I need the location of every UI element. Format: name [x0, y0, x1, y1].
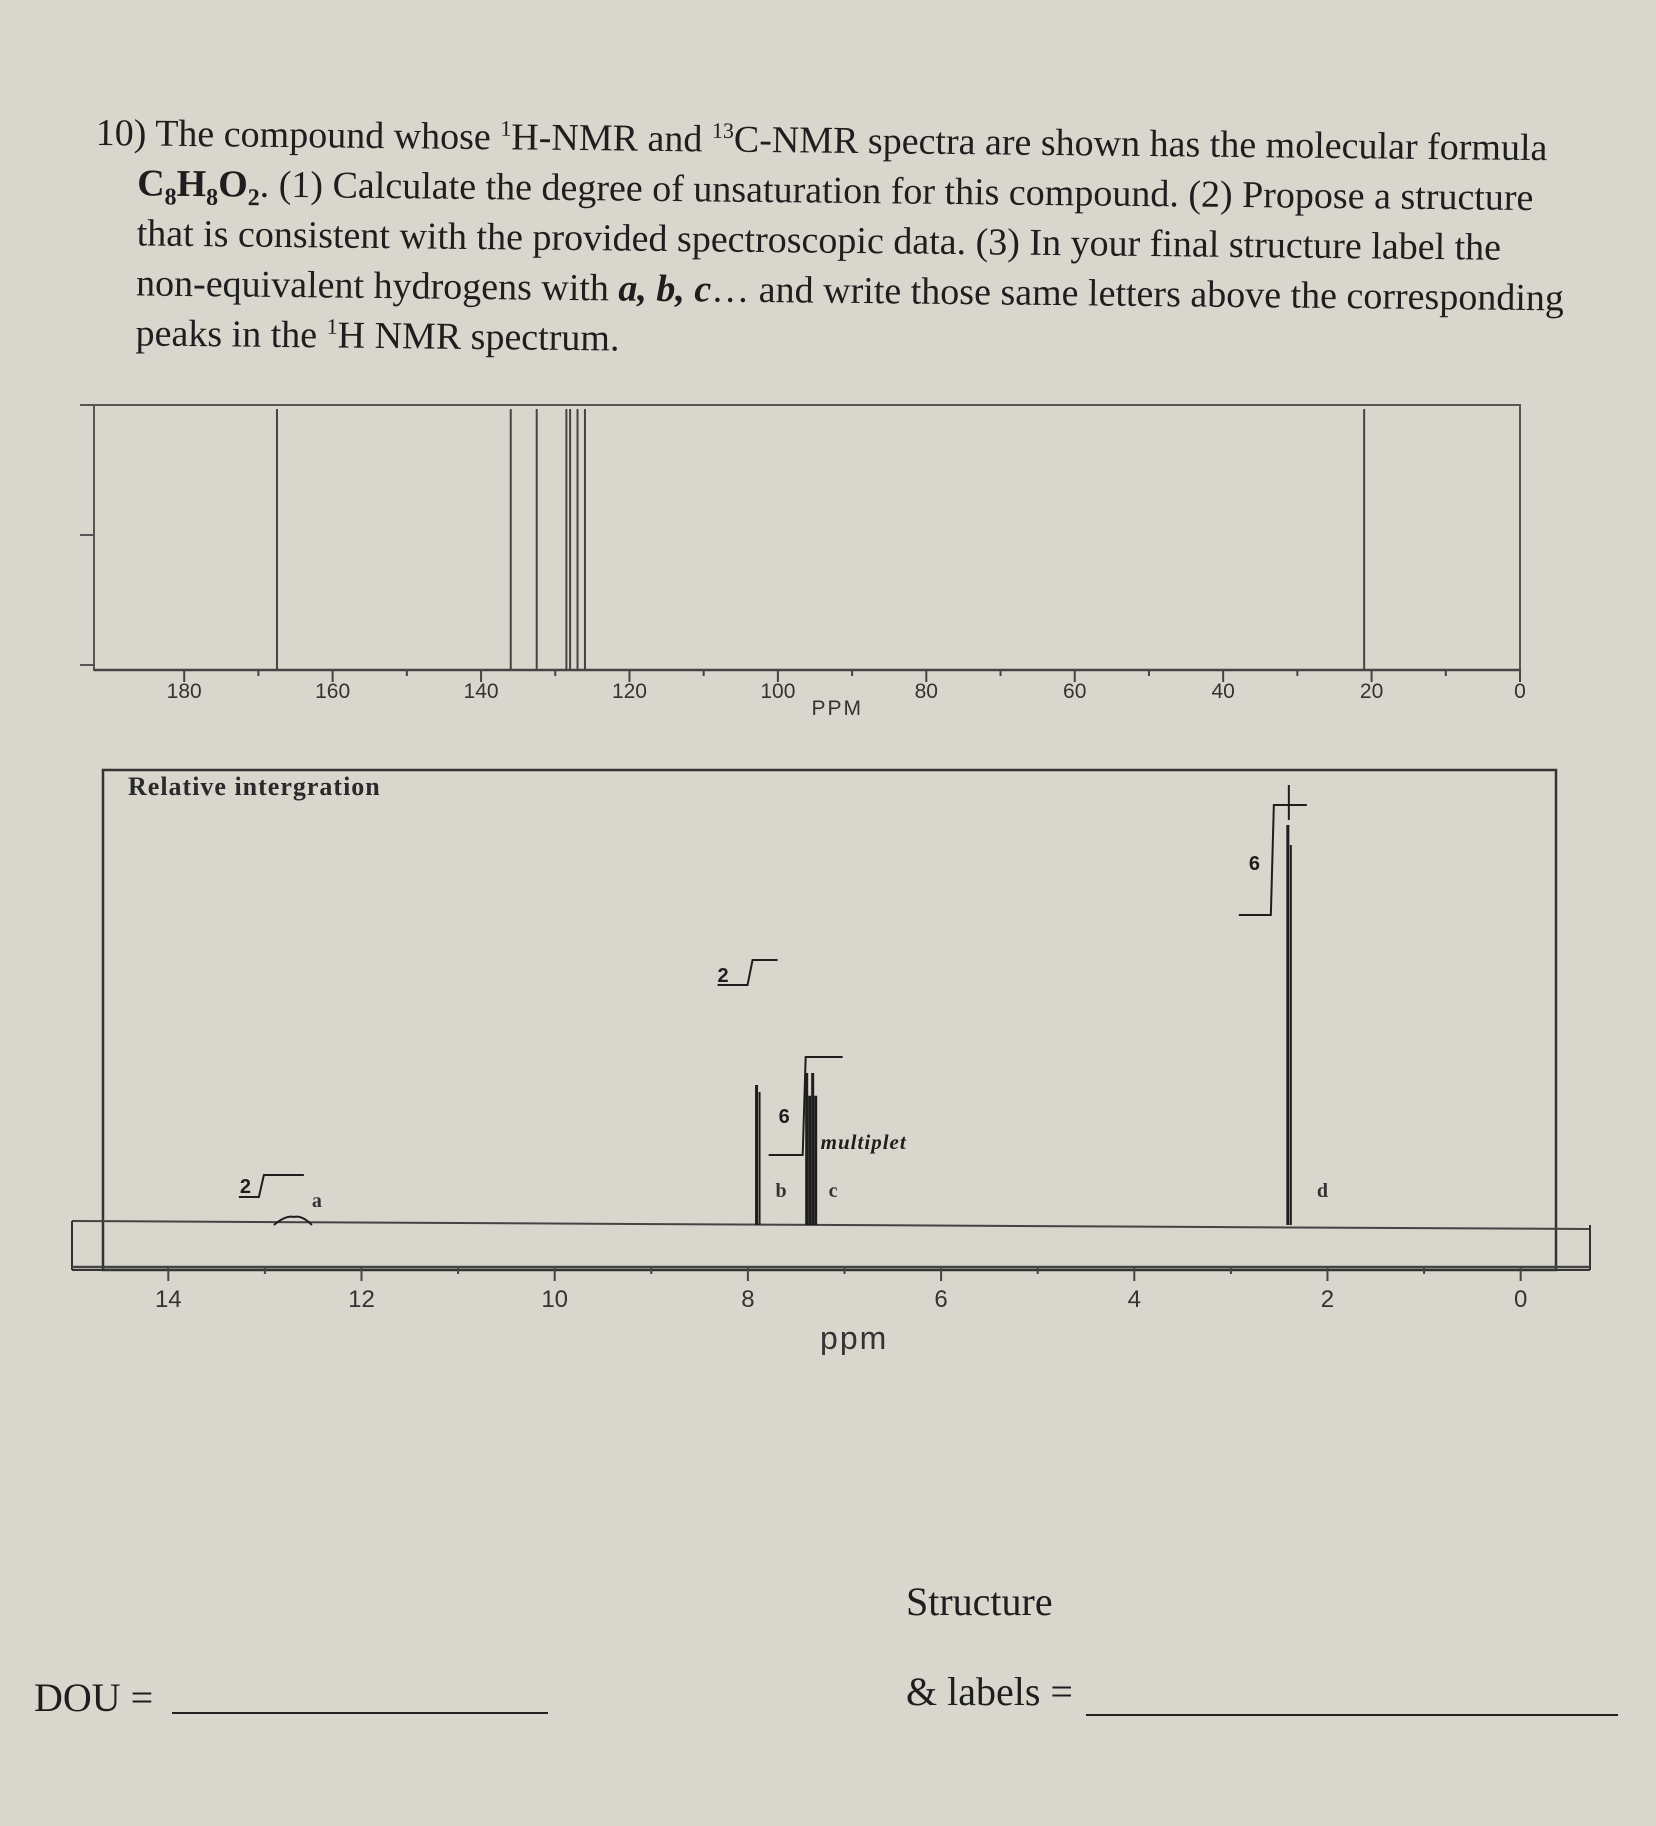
hydrogen-letters: a, b, c	[618, 267, 712, 311]
dou-label: DOU =	[34, 1675, 154, 1720]
h1-axis	[72, 1267, 1590, 1313]
h1-tick-label: 4	[1127, 1286, 1141, 1313]
c13-plot-box	[94, 405, 1520, 670]
c13-tick-label: 80	[914, 680, 938, 703]
c13-axis	[94, 670, 1526, 703]
h1-tick-label: 10	[541, 1286, 569, 1313]
h1-integration-value: 6	[778, 1106, 790, 1128]
c13-tick-label: 100	[760, 680, 796, 703]
h1-peak-label: b	[775, 1180, 787, 1202]
question-number: 10)	[95, 111, 147, 155]
c13-tick-label: 60	[1063, 680, 1087, 703]
h1-baseline	[72, 1221, 1590, 1229]
c13-frame	[80, 405, 1520, 670]
labels-label: & labels =	[906, 1669, 1073, 1714]
structure-label: Structure	[906, 1579, 1053, 1624]
h1-peaks	[239, 785, 1328, 1225]
molecular-formula: $C_8H_8O_2$	[136, 162, 260, 212]
h1-peak	[274, 1217, 312, 1225]
h1-nmr-spectrum	[70, 755, 1610, 1355]
question-line-1: 10) The compound whose $^1$H-NMR and $^{13}$C-NMR spectra are shown has the molecular formula	[95, 111, 1548, 170]
c13-peaks	[277, 409, 1364, 670]
question-line-2: $C_8H_8O_2$. (1) Calculate the degree of unsaturation for this compound. (2) Propose a structure	[136, 162, 1534, 220]
h1-tick-label: 12	[348, 1286, 375, 1313]
c13-tick-label: 160	[315, 680, 351, 703]
h1-axis-label: ppm	[820, 1320, 889, 1355]
dou-answer-line[interactable]	[172, 1712, 548, 1714]
h1-peak-label: a	[311, 1190, 322, 1212]
relative-integration-label: Relative intergration	[128, 772, 381, 801]
question-line-3: that is consistent with the provided spectroscopic data. (3) In your final structure label the	[136, 212, 1502, 269]
c13-tick-label: 140	[463, 680, 499, 703]
h1-peak-label: d	[1316, 1180, 1328, 1202]
c13-tick-label: 180	[166, 680, 202, 703]
c13-axis-label: PPM	[811, 697, 864, 720]
h1-integration-value: 2	[239, 1176, 252, 1198]
c13-tick-label: 0	[1514, 680, 1526, 703]
c13-tick-label: 120	[611, 680, 647, 703]
h1-tick-label: 14	[154, 1286, 182, 1313]
question-line-5: peaks in the $^1$H NMR spectrum.	[135, 312, 620, 360]
h1-integration-value: 2	[717, 965, 729, 987]
question-text	[93, 108, 1616, 374]
h1-multiplet-note: multiplet	[820, 1130, 907, 1154]
h1-tick-label: 6	[934, 1286, 948, 1313]
h1-tick-label: 0	[1514, 1286, 1528, 1313]
c13-tick-label: 20	[1359, 680, 1384, 703]
question-line-4: non-equivalent hydrogens with a, b, c… and write those same letters above the corresponding	[135, 262, 1565, 320]
h1-tick-label: 8	[741, 1286, 755, 1313]
h1-peak-label: c	[828, 1180, 838, 1202]
structure-answer-line[interactable]	[1086, 1714, 1618, 1716]
c13-tick-label: 40	[1211, 680, 1235, 703]
h1-tick-label: 2	[1320, 1286, 1335, 1313]
h1-integration-value: 6	[1248, 853, 1260, 875]
c13-nmr-spectrum	[80, 395, 1540, 735]
